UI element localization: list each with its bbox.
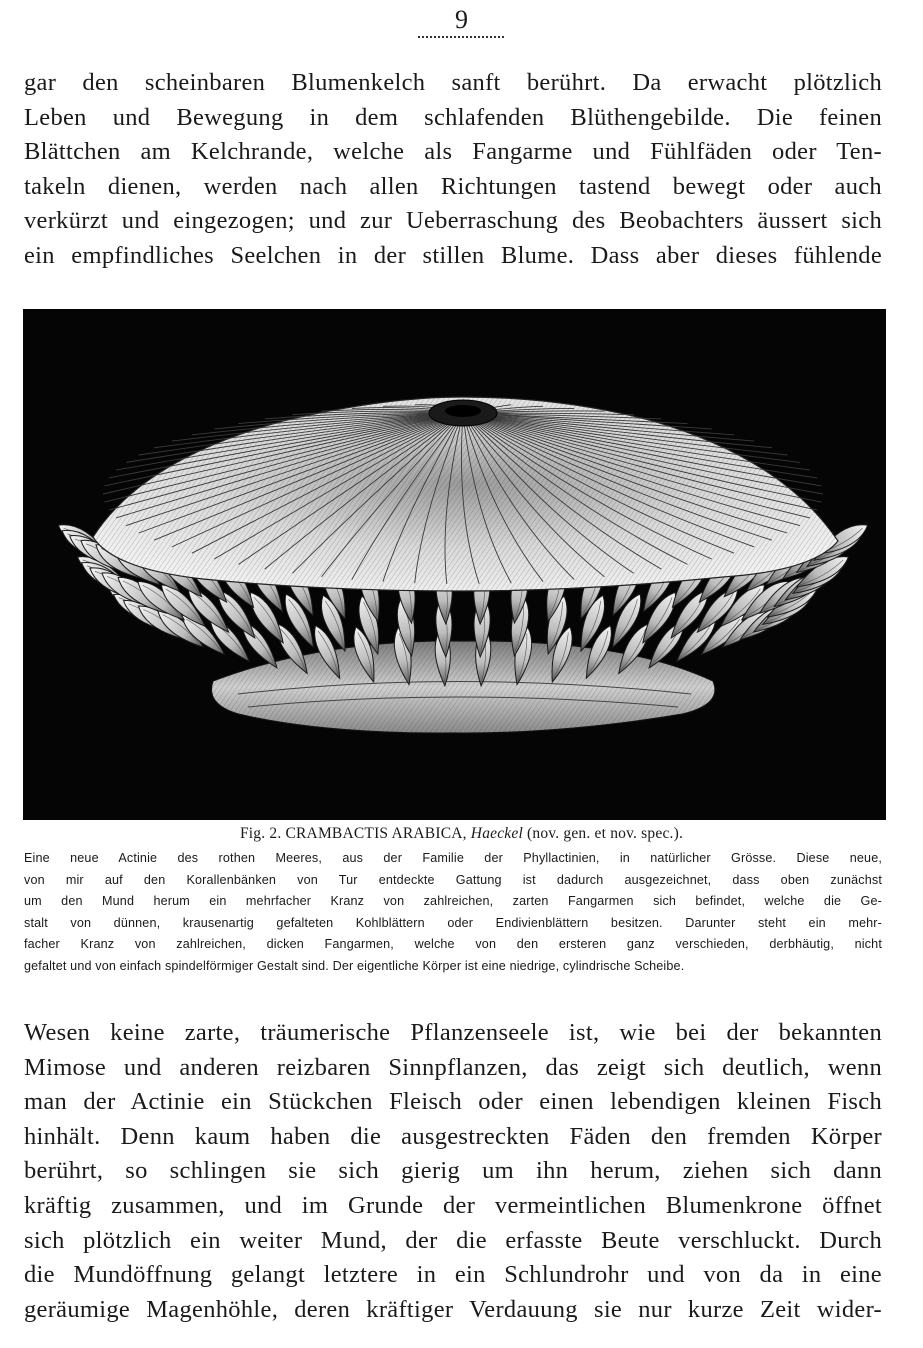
text-line: kräftig zusammen, und im Grunde der vermeintlichen Blumenkrone öffnet xyxy=(24,1191,882,1219)
figure-caption-text xyxy=(24,848,882,978)
text-line: Wesen keine zarte, träumerische Pflanzenseele ist, wie bei der bekannten xyxy=(24,1019,882,1046)
species-name: CRAMBACTIS ARABICA, xyxy=(285,825,467,842)
text-line: man der Actinie ein Stückchen Fleisch oder einen lebendigen kleinen Fisch xyxy=(24,1088,882,1116)
text-line: Blättchen am Kelchrande, welche als Fangarme und Fühlfäden oder Ten- xyxy=(24,138,882,165)
figure-label: Fig. 2. xyxy=(239,825,282,842)
page-number-rule xyxy=(418,36,504,38)
caption-line: facher Kranz von zahlreichen, dicken Fangarmen, welche von den ersteren ganz verschieden, derbhäutig, nicht xyxy=(24,937,882,952)
caption-line: um den Mund herum ein mehrfacher Kranz von zahlreichen, zarten Fangarmen sich befindet, welche die Ge- xyxy=(24,894,882,909)
caption-line: gefaltet und von einfach spindelförmiger Gestalt sind. Der eigentliche Körper ist eine niedrige, cylindrische Scheibe. xyxy=(24,958,685,973)
text-line: geräumige Magenhöhle, deren kräftiger Verdauung sie nur kurze Zeit wider- xyxy=(24,1295,882,1323)
text-line: berührt, so schlingen sie sich gierig um ihn herum, ziehen sich dann xyxy=(24,1157,882,1185)
caption-line: stalt von dünnen, krausenartig gefalteten Kohlblättern oder Endivienblättern besitzen. Darunter steht ein mehr- xyxy=(24,915,882,930)
text-line: ein empfindliches Seelchen in der stillen Blume. Dass aber dieses fühlende xyxy=(24,241,882,269)
paragraph-bottom xyxy=(24,1016,882,1327)
text-line: Leben und Bewegung in dem schlafenden Blüthengebilde. Die feinen xyxy=(24,103,882,131)
sea-anemone-illustration xyxy=(23,309,886,820)
text-line: sich plötzlich ein weiter Mund, der die erfasste Beute verschluckt. Durch xyxy=(24,1226,882,1254)
species-author: Haeckel xyxy=(470,825,523,842)
paragraph-top xyxy=(24,66,882,273)
species-note: (nov. gen. et nov. spec.). xyxy=(527,825,684,842)
text-line: takeln dienen, werden nach allen Richtungen tastend bewegt oder auch xyxy=(24,172,882,200)
text-line: Mimose und anderen reizbaren Sinnpflanzen, das zeigt sich deutlich, wenn xyxy=(24,1053,882,1081)
caption-line: Eine neue Actinie des rothen Meeres, aus der Familie der Phyllactinien, in natürlicher Grösse. Diese neue, xyxy=(24,851,882,865)
text-line: die Mundöffnung gelangt letztere in ein Schlundrohr und von da in eine xyxy=(24,1261,882,1289)
page-number: 9 xyxy=(455,5,468,34)
text-line: gar den scheinbaren Blumenkelch sanft berührt. Da erwacht plötzlich xyxy=(24,69,882,96)
caption-line: von mir auf den Korallenbänken von Tur entdeckte Gattung ist dadurch ausgezeichnet, dass oben zunächst xyxy=(24,872,882,887)
figure-caption-title xyxy=(0,824,923,844)
text-line: hinhält. Denn kaum haben die ausgestreckten Fäden den fremden Körper xyxy=(24,1122,882,1150)
text-line: verkürzt und eingezogen; und zur Ueberraschung des Beobachters äussert sich xyxy=(24,207,882,234)
